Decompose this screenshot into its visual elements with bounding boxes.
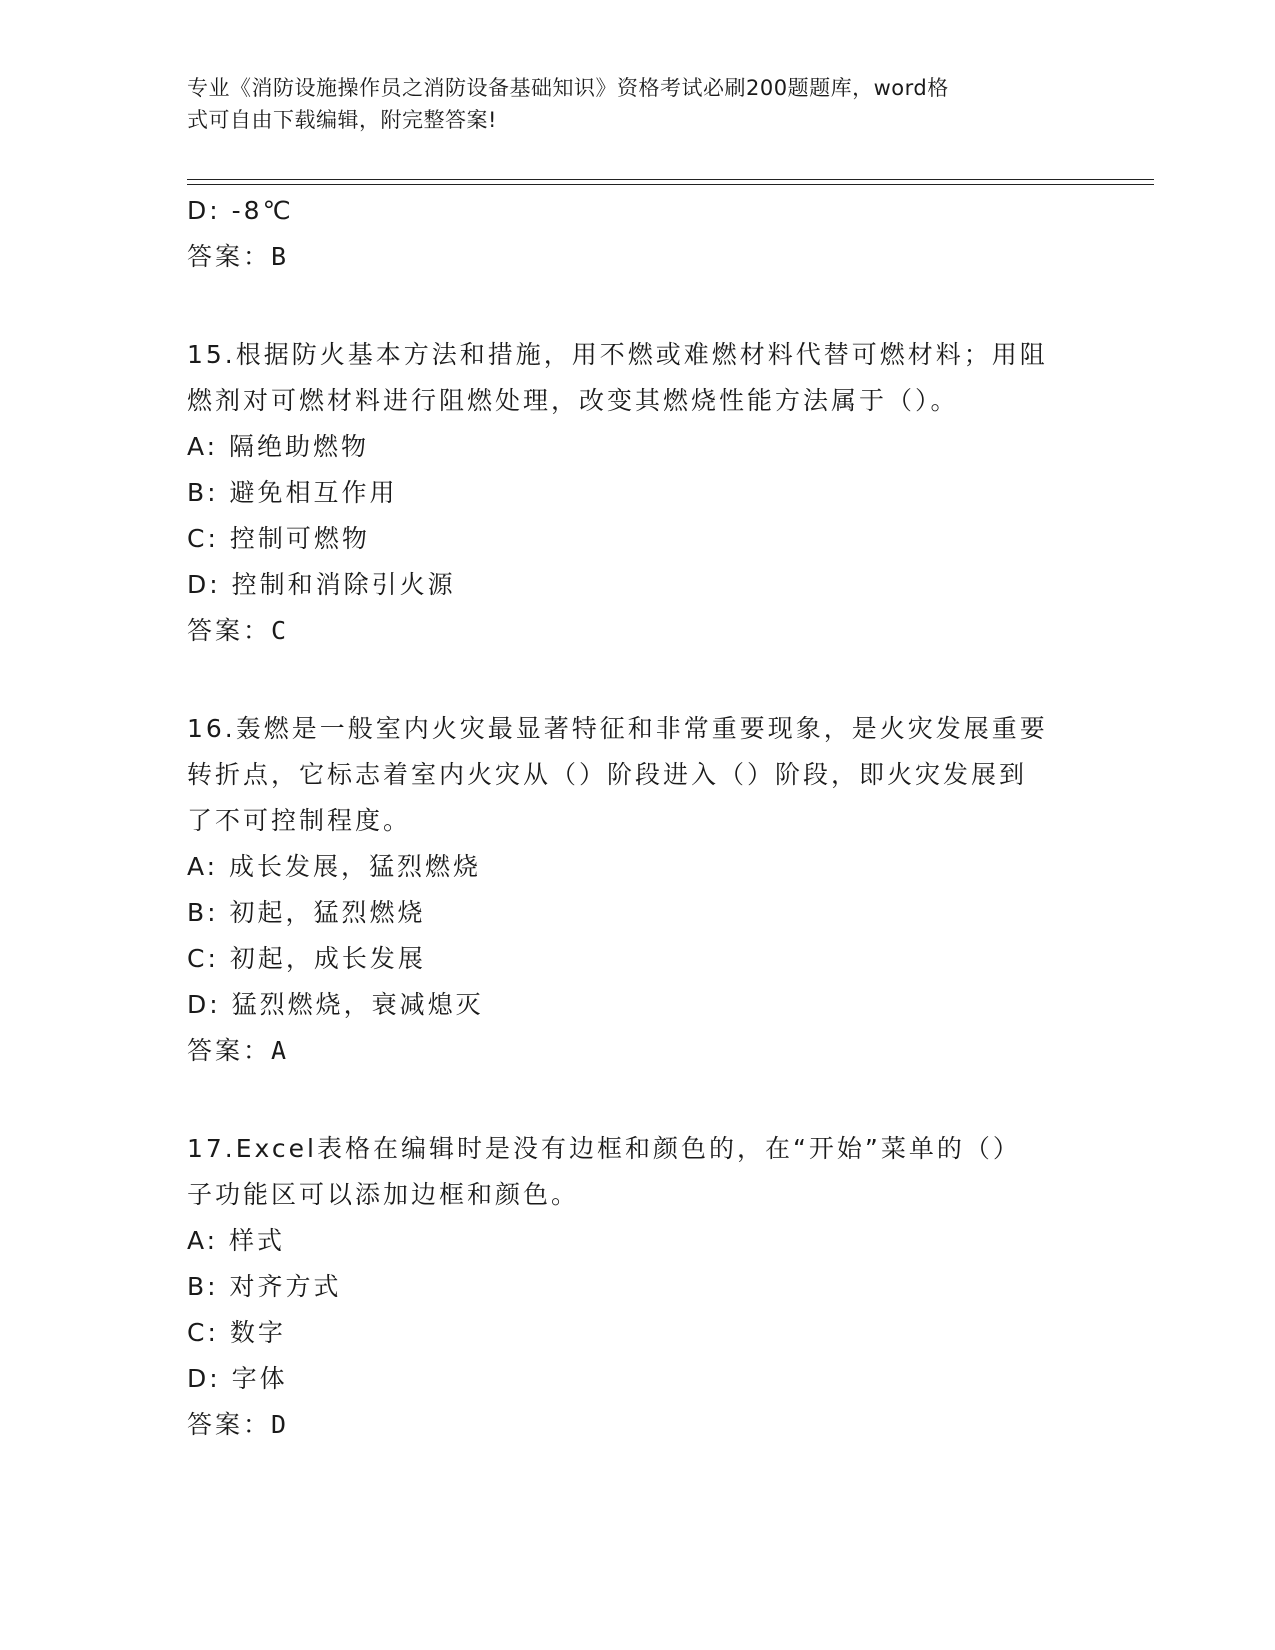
option-d: D: 猛烈燃烧，衰减熄灭 [187,990,484,1019]
question-text: 15.根据防火基本方法和措施，用不燃或难燃材料代替可燃材料；用阻 燃剂对可燃材料进行阻燃处理，改变其燃烧性能方法属于（）。 [187,340,1048,415]
option-d: D: 控制和消除引火源 [187,570,456,599]
option-a: A: 样式 [187,1226,286,1255]
option-d: D: -8℃ [187,196,294,225]
answer-line: 答案：B [187,242,287,271]
option-b: B: 对齐方式 [187,1272,342,1301]
answer-line: 答案：C [187,616,287,645]
question-15 [187,332,1087,654]
header-divider-top [187,179,1154,180]
option-a: A: 隔绝助燃物 [187,432,370,461]
page-header [187,72,1077,136]
question-text: 16.轰燃是一般室内火灾最显著特征和非常重要现象，是火灾发展重要 转折点，它标志着室内火灾从（）阶段进入（）阶段，即火灾发展到 了不可控制程度。 [187,714,1048,835]
option-d: D: 字体 [187,1364,288,1393]
question-content [187,188,1087,1448]
question-16 [187,706,1087,1074]
header-divider-bottom [187,184,1154,185]
header-line-2: 式可自由下载编辑，附完整答案! [187,108,497,132]
option-b: B: 避免相互作用 [187,478,398,507]
question-text: 17.Excel表格在编辑时是没有边框和颜色的，在“开始”菜单的（） 子功能区可以添加边框和颜色。 [187,1134,1021,1209]
option-b: B: 初起，猛烈燃烧 [187,898,426,927]
option-c: C: 数字 [187,1318,286,1347]
option-c: C: 初起，成长发展 [187,944,426,973]
header-line-1: 专业《消防设施操作员之消防设备基础知识》资格考试必刷200题题库，word格 [187,76,949,100]
answer-line: 答案：D [187,1410,287,1439]
answer-line: 答案：A [187,1036,287,1065]
option-a: A: 成长发展，猛烈燃烧 [187,852,482,881]
option-c: C: 控制可燃物 [187,524,370,553]
question-17 [187,1126,1087,1448]
prev-question [187,188,1087,280]
